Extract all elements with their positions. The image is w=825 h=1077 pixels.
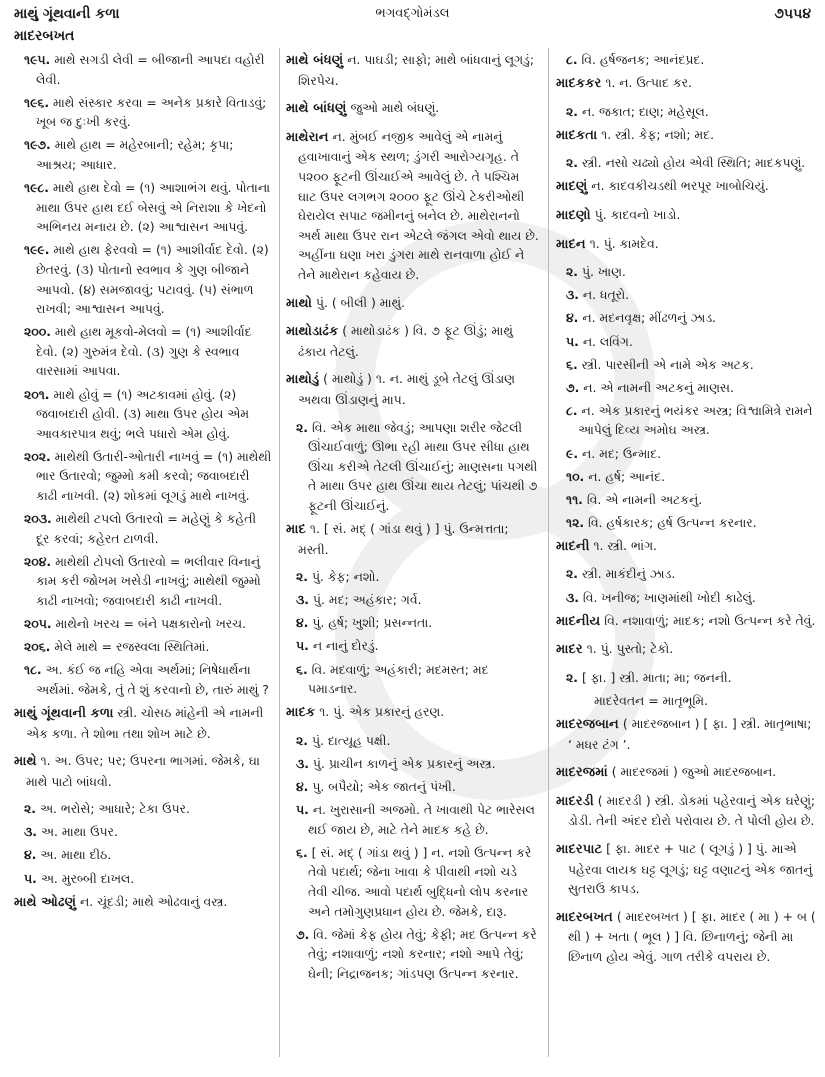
dictionary-entry [286,702,540,723]
sense-number: ૨. [296,569,308,585]
headword: માદરપાટ [556,842,603,857]
definition-text: માથેથી ટપલો ઉતારવો = મહેણું કે કહેતી દૂર કરવાં; કહેરત ટાળવી. [36,511,256,546]
dictionary-entry [556,839,816,899]
dictionary-sense [286,925,540,984]
definition-text: ન નાનું દોરડું. [312,638,379,654]
sense-number: ૫. [296,802,309,818]
definition-text: વિ. નશાવાળું; માદક; નશો ઉત્પન્ન કરે તેવું. [604,612,816,628]
sense-number: ૫. [566,333,579,349]
dictionary-sense [556,444,816,464]
definition-text: વિ. જેમાં કેફ હોય તેવું; કેફી; મદ ઉત્પન્ન કરે તેવું; નશાવાળું; નશો કરનાર; નશો આપે તેવું; ઘેની; નિદ્રાજનક; ગાંડપણ ઉત્પન્ન કરનાર. [308,926,537,981]
sense-number: ૩. [566,589,579,605]
definition-text: ન. લવિંગ. [582,333,633,349]
definition-text: માથે હોવું = (૧) અટકાવમાં હોવું. (૨) જવાબદારી હોવી. (૩) માથા ઉપર હોય એમ આવકારપાત્ર થવું; ભલે પધારો એમ હોવું. [36,386,250,441]
headword: માદની [556,538,590,554]
definition-text: ન. જકાત; દાણ; મહેસૂલ. [581,103,709,119]
sense-number: ૬. [296,661,308,677]
definition-text: ન. ધતૂરો. [582,287,630,303]
dictionary-sense [14,385,272,444]
dictionary-sense [14,637,272,657]
sense-number: ૧૧. [566,491,583,507]
headword: માદક [286,705,316,721]
dictionary-sense [14,869,272,889]
headword: માદ [286,521,306,537]
definition-text: ( માથોડાઢંક ) વિ. ૭ ફૂટ ઊંડું; માથું ઢંકાય તેટલું. [298,323,513,359]
definition-text: ( માદરજમાં ) જુઓ માદરજબાન. [611,764,777,780]
definition-text: પું. મદ; અહંકાર; ગર્વ. [312,592,422,608]
dictionary-sense [556,50,816,70]
sense-number: ૨. [296,419,308,435]
definition-text: વિ. એ નામની અટકનું. [586,491,703,507]
dictionary-sense [556,355,816,375]
headword: માદર [556,642,583,658]
definition-text: ન. કાદવકીચડથી ભરપૂર ખાબોચિયું. [591,178,769,194]
dictionary-sense [556,691,816,711]
dictionary-sense [14,50,272,89]
sense-number: ૧૦. [566,468,585,484]
sense-number: ૬. [296,844,308,860]
headword: માથે બંધણું [286,53,344,68]
definition-text: ૧. [ સં. મદ્ ( ગાંડા થવું ) ] પું. ઉન્મત્તતા; મસ્તી. [298,520,509,557]
definition-text: [ સં. મદ્ ( ગાંડા થવું ) ] ન. નશો ઉત્પન્ન કરે તેવો પદાર્થ; જેના ખાવા કે પીવાથી નશો ચડે તેવી ચીજ. આવો પદાર્થ બુદ્ધિનો લોપ કરનાર અને તમોગુણપ્રધાન હોય છે. જેમકે, દારૂ. [308,844,532,919]
definition-text: ( માથોડું ) ૧. ન. માથું ડૂબે તેટલું ઊંડાણ અથવા ઊંડાણનું માપ. [298,371,515,407]
definition-text: ૧. પું. એક પ્રકારનું હરણ. [319,704,445,720]
definition-text: માથે સગડી લેવી = બીજાની આપદા વહોરી લેવી. [36,52,265,87]
sense-number: ૪. [296,615,309,631]
definition-text: માથેનો ખરચ = બંને પક્ષકારોનો ખરચ. [55,616,247,632]
definition-text: સ્ત્રી. માકંદીનું ઝાડ. [581,566,676,582]
definition-text: ( માદરજબાન ) [ ફા. ] સ્ત્રી. માતૃભાષા; ‘ મધર ટંગ ’. [568,716,812,752]
definition-text: અ. ભરોસે; આધારે; ટેકા ઉપર. [39,801,190,817]
sense-number: ૧૯૫. [24,52,51,67]
sense-number: ૨૦૦. [24,324,51,340]
dictionary-entry [556,907,816,967]
headword: માથે [14,754,37,770]
dictionary-entry [556,125,816,146]
dictionary-entry [556,762,816,783]
dictionary-sense [286,590,540,610]
dictionary-entry [14,892,272,913]
dictionary-sense [556,490,816,510]
sense-number: ૧૨. [566,514,585,530]
definition-text: ( માદરબખત ) [ ફા. માદર ( મા ) + બ ( થી ) + ખતા ( ભૂલ ) ] વિ. છિનાળનું; જેની મા છિનાળ હોય એવું. ગાળ તરીકે વપરાય છે. [568,908,816,964]
definition-text: વિ. એક માથા જેવડું; આપણા શરીર જેટલી ઊંચાઈવાળું; ઊભા રહી માથા ઉપર સીધા હાથ ઊંચા કરીએ તેટલી ઊંચાઈનું; માણસના પગથી તે માથા ઉપર હાથ ઊંચા થાય તેટલું; પાંચથી ૭ ફૂટની ઊંચાઈનું. [308,419,538,513]
headword: માથોડું [286,372,320,388]
headword: માદકકર [556,76,602,92]
dictionary-entry [286,369,540,409]
running-head-last-word: માદરબખત [14,28,75,44]
dictionary-sense [14,509,272,548]
dictionary-sense [286,567,540,587]
dictionary-entry [14,703,272,743]
definition-text: સ્ત્રી. પારસીની એ નામે એક અટક. [581,356,754,372]
dictionary-sense [286,636,540,656]
dictionary-sense [286,418,540,516]
headword: માથે બાંધણું [286,101,347,117]
sense-number: ૨. [296,732,308,748]
headword: માથું ગૂંથવાની કળા [14,705,114,721]
headword: માદકતા [556,127,598,143]
sense-number: ૧૯૭. [24,137,51,153]
page-header [14,6,811,28]
sense-number: ૯. [566,445,579,461]
column-divider [548,48,549,1057]
sense-number: ૨. [566,103,578,119]
definition-text: ન. પાઘડી; સાફો; માથે બાંધવાનું લૂગડું; શિરપેચ. [298,52,535,88]
sense-number: ૨૦૨. [24,448,51,464]
column-3 [556,50,816,975]
definition-text: વિ. હર્ષકારક; હર્ષ ઉત્પન્ન કરનાર. [588,514,757,530]
column-1 [14,50,272,920]
dictionary-sense [556,513,816,533]
definition-text: ૧. પું. પુસ્તો; ટેકો. [586,641,674,657]
definition-text: પું. કાદવનો ખાડો. [594,207,681,223]
definition-text: ન. મદ; ઉન્માદ. [582,445,662,461]
headword: માથો [286,295,312,311]
definition-text: ( માદરડી ) સ્ત્રી. ડોકમાં પહેરવાનું એક ઘરેણું; ડોડી. તેની અંદર દોરો પરોવાય છે. તે પોલી હોય છે. [568,792,816,829]
dictionary-sense [556,262,816,282]
headword: માદણું [556,179,588,195]
dictionary-sense [286,800,540,839]
definition-text: ન. એ નામની અટકનું માણસ. [583,379,734,395]
headword: માથે ઓઢણું [14,894,77,910]
dictionary-entry [556,536,816,557]
definition-text: અ. માથા દીઠ. [40,847,112,863]
dictionary-entry [14,751,272,791]
sense-number: ૩. [296,592,309,608]
dictionary-entry [556,611,816,632]
dictionary-entry [556,714,816,754]
sense-number: ૨૦૬. [24,639,51,655]
headword: માદરજબાન [556,717,619,733]
definition-text: અ. માથા ઉપર. [40,824,118,840]
definition-text: વિ. મદવાળું; અહંકારી; મદમસ્ત; મદ પમાડનાર. [308,661,489,697]
dictionary-sense [14,799,272,819]
definition-text: ૧. પું. કામદેવ. [589,235,659,251]
column-2 [286,50,540,987]
dictionary-sense [286,843,540,921]
dictionary-sense [14,240,272,318]
dictionary-sense [14,322,272,381]
dictionary-sense [556,285,816,305]
definition-text: પું. પ્રાચીન કાળનું એક પ્રકારનું અસ્ત્ર. [312,755,496,771]
dictionary-sense [556,588,816,608]
sense-number: ૧૮. [24,662,42,678]
definition-text: [ ફા. ] સ્ત્રી. માતા; મા; જનની. [581,669,732,685]
dictionary-entry [286,293,540,314]
headword: માદરબખત [556,909,613,925]
dictionary-sense [286,731,540,751]
definition-text: ન. ખુરાસાની અજમો. તે ખાવાથી પેટ ભારેસલ થઈ જાય છે, માટે તેને માદક કહે છે. [308,802,535,837]
definition-text: પું. ( બીલી ) માથું. [315,294,405,310]
dictionary-sense [14,822,272,842]
dictionary-entry [556,176,816,197]
definition-text: ૧. અ. ઉપર; પર; ઉપરના ભાગમાં. જેમકે, ઘા માથે પાટો બાંધવો. [26,753,260,789]
dictionary-sense [14,614,272,634]
dictionary-entry [556,639,816,660]
headword: માદરડી [556,793,594,809]
definition-text: પું. દાત્યૂહ પક્ષી. [311,732,391,748]
definition-text: અ. કંઈ જ નહિ એવા અર્થમાં; નિષેધાર્થના અર્થમાં. જેમકે, તું તે શું કરવાનો છે, તારું માથું ? [36,662,269,697]
sense-number: ૧૯૯. [24,242,50,258]
sense-number: ૨૦૪. [24,553,52,569]
definition-text: મેલે માથે = રજસ્વલા સ્થિતિમાં. [54,639,210,655]
definition-text: વિ. ખનીજ; ખાણમાંથી ખોદી કાઢેલું. [582,589,756,605]
definition-text: જુઓ માથે બંધણું. [350,100,440,116]
definition-text: માથેથી ઉતારી-ઓતારી નાખવું = (૧) માથેથી ભાર ઉતારવો; જુમ્મો કમી કરવો; જવાબદારી કાઢી નાખવી. (૨) શોકમાં લૂગડું માથે નાખવું. [36,448,272,503]
column-divider [279,48,280,1057]
headword: માદનીય [556,613,601,629]
definition-text: પું. હર્ષ; ખુશી; પ્રસન્નતા. [312,615,433,631]
sense-number: ૨. [566,264,578,280]
dictionary-sense [14,447,272,506]
dictionary-entry [286,321,540,361]
running-head-first-word: માથું ગૂંથવાની કળા [14,6,120,22]
definition-text: ન. મદનવૃક્ષ; મીંઢળનું ઝાડ. [582,310,717,326]
dictionary-sense [556,308,816,328]
sense-number: ૨૦૧. [24,386,50,402]
sense-number: ૭. [566,379,580,395]
sense-number: ૨. [24,801,36,817]
headword: માદન [556,236,586,252]
dictionary-sense [14,178,272,237]
dictionary-sense [14,552,272,611]
definition-text: પું. કેફ; નશો. [311,569,380,585]
definition-text: [ ફા. માદર + પાટ ( લૂગડું ) ] પું. માએ પહેરવા લાયક ઘટ્ટ લૂગડું; ઘટ્ટ વણાટનું એક જાતનું સુતરાઉ કાપડ. [568,841,813,897]
headword: માથેરાન [286,129,329,145]
dictionary-sense [286,777,540,797]
sense-number: ૮. [566,402,578,418]
dictionary-sense [286,660,540,699]
sense-number: ૨૦૩. [24,511,52,527]
dictionary-sense [286,754,540,774]
sense-number: ૬. [566,356,578,372]
dictionary-entry [556,73,816,94]
sense-number: ૩. [296,755,309,771]
dictionary-sense [556,102,816,122]
dictionary-sense [14,135,272,174]
definition-text: અ. મુરબ્બી દાખલ. [40,870,135,886]
dictionary-entry [286,50,540,90]
definition-text: ન. મુંબઈ નજીક આવેલું એ નામનું હવાખાવાનું એક સ્થળ; ડુંગરી આરોગ્યગૃહ. તે ૫૨૦૦ ફૂટની ઊંચાઈએ આવેલું છે. તે પશ્ચિમ ઘાટ ઉપર લગભગ ૨૦૦૦ ફૂટ ઊંચે ટેકરીઓથી ઘેરાયેલ સપાટ જમીનનું બનેલ છે. માથેરાનનો અર્થ માથા ઉપર રાન એટલે જંગલ એવો થાય છે. અહીંના ઘણા ખરા ડુંગરા માથે રાનવાળા હોઈ ને તેને માથેરાન કહેવાય છે. [298,128,539,282]
definition-text: માથે હાથ ફેરવવો = (૧) આશીર્વાદ દેવો. (૨) છેતરવું. (૩) પોતાનો સ્વભાવ કે ગુણ બીજાને આપવો. (૪) સમજાવવું; પટાવવું. (૫) સંભાળ રાખવી; આશ્વાસન આપવું. [36,242,269,317]
definition-text: માથે હાથ દેવો = (૧) આશાભંગ થવું. પોતાના માથા ઉપર હાથ દઈ બેસવું એ નિરાશા કે ખેદનો અભિનય મનાય છે. (૨) આશ્વાસન આપવું. [36,180,271,235]
sense-number: ૨. [566,669,578,685]
dictionary-entry [286,519,540,559]
dictionary-sense [556,668,816,688]
book-title: ભગવદ્ગોમંડલ [375,6,450,21]
dictionary-sense [556,401,816,440]
sense-number: ૪. [24,847,37,863]
definition-text: ન. ચૂંદડી; માથે ઓઢવાનું વસ્ત્ર. [80,893,228,909]
dictionary-sense [556,153,816,173]
definition-text: માથે સંસ્કાર કરવા = અનેક પ્રકારે વિતાડવું; ખૂબ જ દુઃખી કરવું. [36,94,267,130]
definition-text: ન. હર્ષ; આનંદ. [588,468,666,484]
sense-number: ૪. [566,310,579,326]
definition-text: પું. ખાણ. [581,264,626,280]
sense-number: ૪. [296,779,309,794]
definition-text: પુ. બપૈયો; એક જાતનું પંખી. [312,779,456,794]
sense-number: ૧૯૬. [24,94,50,110]
definition-text: માથેથી ટોપલો ઉતારવો = ભલીવાર વિનાનું કામ કરી જોખમ ખસેડી નાખવું; માથેથી જુમ્મો કાઢી નાખવો; જવાબદારી કાઢી નાખવી. [36,553,261,608]
sense-number: ૩. [24,824,37,840]
definition-text: સ્ત્રી. નસો ચઢ્યો હોય એવી સ્થિતિ; માદકપણું. [581,155,806,171]
dictionary-entry [556,234,816,255]
sense-number: ૮. [566,52,578,67]
dictionary-sense [556,564,816,584]
definition-text: વિ. હર્ષજનક; આનંદપ્રદ. [581,52,705,67]
sense-number: ૨૦૫. [24,616,52,632]
dictionary-entry [556,791,816,831]
definition-text: ૧. સ્ત્રી. ભાંગ. [593,537,657,553]
definition-text: માથે હાથ = મહેરબાની; રહેમ; કૃપા; આશ્રય; આધાર. [36,137,234,172]
definition-text: માદરેવતન = માતૃભૂમિ. [594,692,708,708]
dictionary-sense [14,93,272,132]
dictionary-entry [286,127,540,285]
sense-number: ૭. [296,926,310,942]
dictionary-sense [556,378,816,398]
page-number: ૭૫૫૪ [774,6,811,22]
dictionary-sense [286,613,540,633]
headword: માથોડાઢંક [286,324,339,340]
sense-number: ૧૯૮. [24,180,49,196]
definition-text: ૧. ન. ઉત્પાદ કર. [605,75,692,91]
definition-text: ન. એક પ્રકારનું ભયંકર અસ્ત્ર; વિશ્વામિત્રે રામને આપેલું દિવ્ય અમોઘ અસ્ત્ર. [578,402,813,438]
headword: માદણો [556,208,591,224]
sense-number: ૩. [566,287,579,303]
sense-number: ૨. [566,566,578,582]
dictionary-sense [14,660,272,699]
sense-number: ૫. [296,638,309,654]
sense-number: ૫. [24,870,37,886]
dictionary-sense [14,845,272,865]
sense-number: ૨. [566,155,578,171]
headword: માદરજમાં [556,765,608,781]
dictionary-entry [556,205,816,226]
definition-text: સ્ત્રી. ચોસઠ માંહેની એ નામની એક કળા. તે શોભા તથા શોખ માટે છે. [26,704,264,741]
definition-text: ૧. સ્ત્રી. કેફ; નશો; મદ. [601,126,715,142]
dictionary-sense [556,332,816,352]
definition-text: માથે હાથ મૂકવો-મેલવો = (૧) આશીર્વાદ દેવો. (૨) ગુરુમંત્ર દેવો. (૩) ગુણ કે સ્વભાવ વારસામાં આપવા. [36,324,252,379]
dictionary-sense [556,467,816,487]
dictionary-entry [286,98,540,119]
